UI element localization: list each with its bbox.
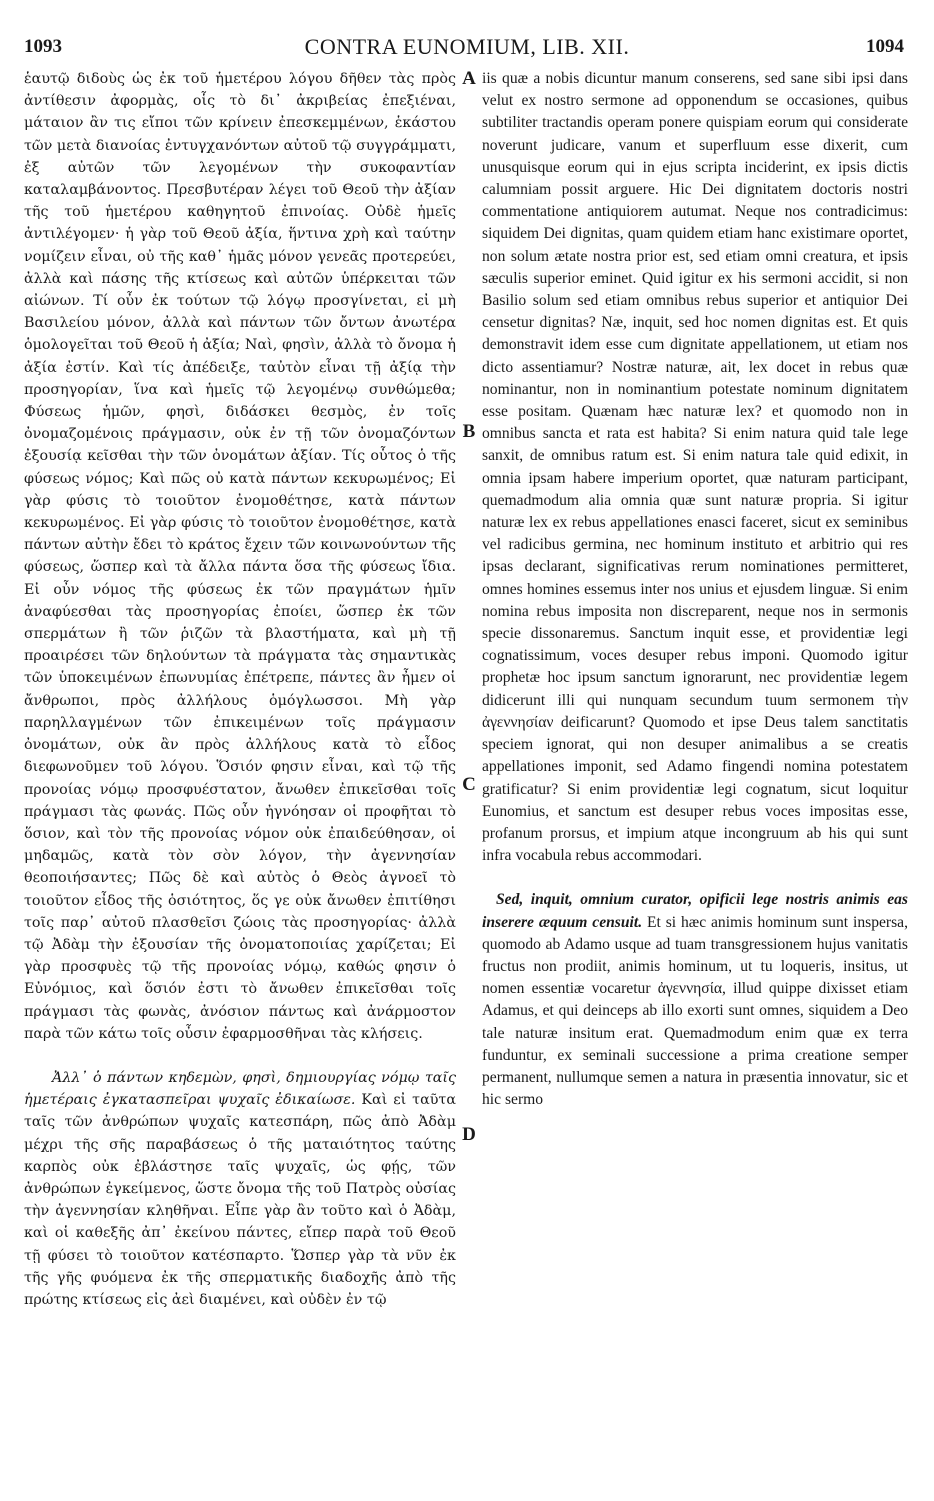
greek-paragraph-2 — [24, 1067, 456, 1311]
page-header — [0, 0, 934, 66]
latin-column — [482, 68, 908, 1491]
running-title: CONTRA EUNOMIUM, LIB. XII. — [304, 34, 630, 59]
latin-paragraph-2-text: Et si hæc animis hominum sunt inspersa, quomodo ab Adamo usque ad tuam transgressionem hujus vanitatis fructus non prodiit, animis hominum, ut tu loqueris, insitus, ut nomen essentiæ vocaretur ἀγεννησία, illud quippe dixisset etiam Adamus, et qui deinceps ab illo exorti sunt omnes, siquidem a Deo tale naturæ insitum erat. Quemadmodum enim quæ ex terra funduntur, ex seminali successione a prima creatione semper permanent, nullumque semen a natura in præsentia innovatur, sic et hic sermo — [482, 913, 908, 1109]
section-marker-c: C — [462, 774, 476, 795]
paragraph-gap — [482, 867, 908, 889]
greek-paragraph-2-text: Καὶ εἰ ταῦτα ταῖς τῶν ἀνθρώπων ψυχαῖς κατεσπάρη, πῶς ἀπὸ Ἀδὰμ μέχρι τῆς σῆς παραβάσεως ὁ τῆς ματαιότητος ταύτης καρπὸς οὐκ ἐβλάστησε ταῖς ψυχαῖς, ὡς φῄς, τῶν ἀνθρώπων ἐγκείμενος, ὥστε ὄνομα τῆς τοῦ Πατρὸς οὐσίας τὴν ἀγεννησίαν κληθῆναι. Εἶπε γὰρ ἂν τοῦτο καὶ ὁ Ἀδὰμ, καὶ οἱ καθεξῆς ἀπ᾿ ἐκείνου πάντες, εἴπερ παρὰ τοῦ Θεοῦ τῇ φύσει τὸ τοιοῦτον κατέσπαρτο. Ὥσπερ γὰρ τὰ νῦν ἐκ τῆς γῆς φυόμενα ἐκ τῆς σπερματικῆς διαδοχῆς ἀπὸ τῆς πρώτης κτίσεως εἰς ἀεὶ διαμένει, καὶ οὐδὲν ἐν τῷ — [24, 1092, 456, 1308]
page-number-left: 1093 — [24, 36, 62, 57]
section-marker-a: A — [462, 68, 476, 89]
section-marker-b: B — [462, 421, 476, 442]
greek-column — [24, 68, 456, 1491]
section-marker-d: D — [462, 1124, 476, 1145]
latin-paragraph-1: iis quæ a nobis dicuntur manum conserens, sed sane sibi ipsi dans velut ex nostro sermone ad opponendum se occasiones, quibus subtiliter tractandis operam ponere quispiam eorum qui considerate noverunt judicare, vanum et superfluum esse dixerit, cum unusquisque eorum qui in ejus scripta inciderint, ex ipsis dictis calumniam possit arguere. Hic Dei dignitatem doctoris nostri commentatione antiquiorem autumat. Neque nos contradicimus: siquidem Dei dignitas, quam quidem etiam hanc existimare oportet, non solum ætate nostra prior est, sed etiam omni creatura, et ipsis sæculis superior eminet. Quid igitur ex his sermoni accidit, si non Basilio solum sed etiam omnibus rebus superior et antiquior Dei censetur dignitas? Næ, inquit, sed hoc nomen dignitas est. Et quis demonstravit idem esse cum dignitate appellationem, ut etiam nos dicto assentiamur? Nostræ naturæ, ait, lex docet in rebus quæ nominantur, non in nominantium potestate nominum dignitatem esse positam. Quænam hæc naturæ lex? et quomodo non in omnibus sancta et rata est habita? Si enim natura quid tale lege sanxit, de omnibus ratum est. Si enim natura tale quid edixit, in omnia ipsam habere imperium oportet, quæ naturam participant, quemadmodum alia omnia quæ sunt naturæ propria. Si igitur naturæ lex ex rebus appellationes enasci faceret, sicut ex seminibus vel radicibus germina, nec hominum instituto et arbitrio qui res ipsas declarant, significativas rerum nominationes permitteret, omnes homines essemus inter nos unius et ejusdem linguæ. Si enim nomina rebus imposita non discreparent, neque nos in sermonis specie dissonaremus. Sanctum inquit esse, et providentiæ legi cognatissimum, voces desuper rebus imponi. Quomodo igitur prophetæ hoc ipsum sanctum ignorarunt, nec providentiæ legem didicerunt illi qui nunquam secundum tuum sermonem τὴν ἀγεννησίαν deificarunt? Quomodo et ipse Deus talem sanctitatis speciem ignorat, qui non desuper animalibus a se creatis appellationes imponit, sed Adamo fingendi nomina potestatem gratificatur? Si enim providentiæ legi cognatum, sicut loquitur Eunomius, et sanctum est desuper rebus voces impositas esse, profanum prorsus, et impium atque incongruum ab his qui sunt infra vocabula rebus accommodari. — [482, 70, 908, 865]
paragraph-gap — [24, 1045, 456, 1067]
latin-paragraph-2 — [482, 889, 908, 1111]
greek-paragraph-1: ἑαυτῷ διδοὺς ὡς ἐκ τοῦ ἡμετέρου λόγου δῆθεν τὰς πρὸς ἀντίθεσιν ἀφορμὰς, οἷς τὸ δι᾿ ἀκριβείας ἐπεξιέναι, μάταιον ἂν τις εἴποι τῶν κρίνειν ἐπεσκεμμένων, ἑκάστου τῶν μετὰ διανοίας ἐντυγχανόντων αὐτοῦ τῷ συγγράμματι, ἐξ αὐτῶν τῶν λεγομένων τὴν συκοφαντίαν καταλαμβάνοντος. Πρεσβυτέραν λέγει τοῦ Θεοῦ τὴν ἀξίαν τῆς τοῦ ἡμετέρου καθηγητοῦ ἐπινοίας. Οὐδὲ ἡμεῖς ἀντιλέγομεν· ἡ γὰρ τοῦ Θεοῦ ἀξία, ἥντινα χρὴ καὶ ταύτην νομίζειν εἶναι, οὐ τῆς καθ᾿ ἡμᾶς μόνον γενεᾶς προτερεύει, ἀλλὰ καὶ πάσης τῆς κτίσεως καὶ αὐτῶν ὑπέρκειται τῶν αἰώνων. Τί οὖν ἐκ τούτων τῷ λόγῳ προσγίνεται, εἰ μὴ Βασιλείου μόνον, ἀλλὰ καὶ πάντων τῶν ὄντων ἀνωτέρα ὁμολογεῖται τοῦ Θεοῦ ἡ ἀξία; Ναὶ, φησὶν, ἀλλὰ τὸ ὄνομα ἡ ἀξία ἐστίν. Καὶ τίς ἀπέδειξε, ταὐτὸν εἶναι τῇ ἀξίᾳ τὴν προσηγορίαν, ἵνα καὶ ἡμεῖς τῷ λεγομένῳ συνθώμεθα; Φύσεως ἡμῶν, φησὶ, διδάσκει θεσμὸς, ἐν τοῖς ὀνομαζομένοις πράγμασιν, οὐκ ἐν τῇ τῶν ὀνομαζόντων ἐξουσίᾳ κεῖσθαι τὴν τῶν ὀνομάτων ἀξίαν. Τίς οὗτος ὁ τῆς φύσεως νόμος; Καὶ πῶς οὐ κατὰ πάντων κεκυρωμένος; Εἰ γὰρ φύσις τὸ τοιοῦτον ἐνομοθέτησε, κατὰ πάντων κεκυρωμένος. Εἰ γὰρ φύσις τὸ τοιοῦτον ἐνομοθέτησε, κατὰ πάντων αὐτὴν ἔδει τὸ κράτος ἔχειν τῶν κοινωνούντων τῆς φύσεως, ὥσπερ καὶ τὰ ἄλλα πάντα ὅσα τῆς φύσεως ἴδια. Εἰ οὖν νόμος τῆς φύσεως ἐκ τῶν πραγμάτων ἡμῖν ἀναφύεσθαι τὰς προσηγορίας ἐποίει, ὥσπερ ἐκ τῶν σπερμάτων ἢ τῶν ῥιζῶν τὰ βλαστήματα, καὶ μὴ τῇ προαιρέσει τῶν δηλούντων τὰ πράγματα τὰς σημαντικὰς τῶν ὑποκειμένων ἐπωνυμίας ἐπέτρεπε, πάντες ἂν ἦμεν οἱ ἄνθρωποι, πρὸς ἀλλήλους ὁμόγλωσσοι. Μὴ γὰρ παρηλλαγμένων τῶν ἐπικειμένων τοῖς πράγμασιν ὀνομάτων, οὐκ ἂν πρὸς ἀλλήλους κατὰ τὸ εἶδος διεφωνοῦμεν τοῦ λόγου. Ὅσιόν φησιν εἶναι, καὶ τῷ τῆς προνοίας νόμῳ προσφυέστατον, ἄνωθεν ἐπικεῖσθαι τοῖς πράγμασι τὰς φωνάς. Πῶς οὖν ἠγνόησαν οἱ προφῆται τὸ ὅσιον, καὶ τὸν τῆς προνοίας νόμον οὐκ ἐπαιδεύθησαν, οἱ μηδαμῶς, κατὰ τὸν σὸν λόγον, τὴν ἀγεννησίαν θεοποιήσαντες; Πῶς δὲ καὶ αὐτὸς ὁ Θεὸς ἀγνοεῖ τὸ τοιοῦτον εἶδος τῆς ὁσιότητος, ὅς γε οὐκ ἄνωθεν ἐπιτίθησι τοῖς παρ᾿ αὐτοῦ πλασθεῖσι ζώοις τὰς προσηγορίας· ἀλλὰ τῷ Ἀδὰμ τὴν ἐξουσίαν τῆς ὀνοματοποιίας χαρίζεται; Εἰ γὰρ προσφυὲς τῷ τῆς προνοίας νόμῳ, καθώς φησιν ὁ Εὐνόμιος, καὶ ὅσιόν ἐστι τὸ ἄνωθεν ἐπικεῖσθαι τοῖς πράγμασι τὰς φωνὰς, ἀνόσιον πάντως καὶ ἀνάρμοστον παρὰ τῶν κάτω τοῖς οὖσιν ἐφαρμοσθῆναι τὰς κλήσεις. — [24, 71, 456, 1042]
latin-quote-lead: Sed, inquit, omnium curator, opificii lege nostris animis eas inserere æquum censuit. — [482, 891, 908, 931]
page-number-right: 1094 — [866, 36, 904, 57]
greek-quote-lead: Ἀλλ᾿ ὁ πάντων κηδεμὼν, φησὶ, δημιουργίας νόμῳ ταῖς ἡμετέραις ἐγκατασπεῖραι ψυχαῖς ἐδικαίωσε. — [24, 1069, 456, 1109]
